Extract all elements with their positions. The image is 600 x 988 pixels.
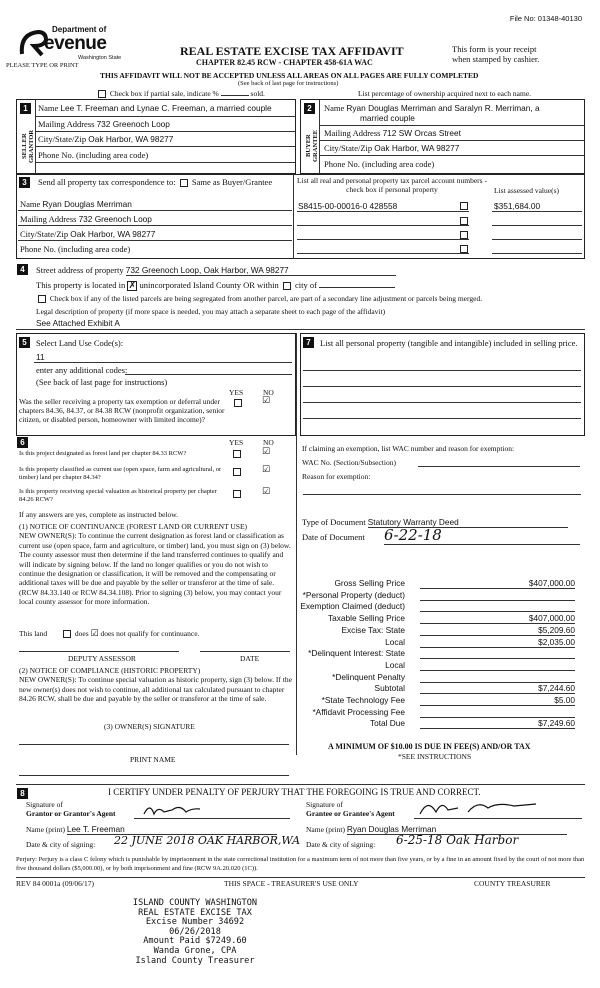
- reason-label: Reason for exemption:: [302, 472, 371, 481]
- sec6-no-label: NO: [263, 438, 274, 447]
- revenue-logo: [18, 22, 128, 64]
- sec6-q2: Is this property classified as current use (open space, farm and agricultural, or timber) land per chapter 84.34?: [19, 466, 222, 481]
- corr-city[interactable]: Oak Harbor, WA 98277: [70, 229, 156, 239]
- sec6-yes-label: YES: [229, 438, 244, 447]
- located-label: This property is located in: [36, 280, 126, 290]
- parcel-personal-checkbox-1[interactable]: [460, 202, 468, 210]
- grantee-sig-label-b: Grantee or Grantee's Agent: [306, 809, 395, 818]
- sec6-q3: Is this property receiving special valuation as historical property per chapter 84.26 RCW?: [19, 488, 217, 503]
- parcel-number[interactable]: S8415-00-00016-0 428558: [298, 201, 398, 211]
- fee-label: *Personal Property (deduct): [302, 589, 405, 600]
- buyer-name-row: [324, 103, 582, 123]
- stamp-line: 06/26/2018: [169, 926, 221, 937]
- located-row: [36, 280, 395, 291]
- corr-name[interactable]: Ryan Douglas Merriman: [42, 199, 132, 209]
- stamp-line: Amount Paid $7249.60: [143, 936, 247, 947]
- sec5-no-label: NO: [263, 388, 274, 397]
- file-number: File No: 01348-40130: [509, 14, 582, 23]
- logo-dept: Department of: [52, 25, 107, 34]
- fee-label: Subtotal: [374, 683, 405, 694]
- treasurer-space: THIS SPACE - TREASURER'S USE ONLY: [224, 879, 359, 888]
- stamp-line: Wanda Grone, CPA: [153, 946, 237, 956]
- grantor-name-label: Name (print): [26, 825, 65, 834]
- grantee-name-label: Name (print): [306, 825, 345, 834]
- fee-value[interactable]: $5,209.60: [420, 625, 575, 636]
- logo-state: Washington State: [78, 55, 122, 61]
- print-name-label: PRINT NAME: [130, 755, 176, 764]
- does-not-checkbox[interactable]: ☑: [90, 629, 99, 639]
- fee-label: Excise Tax: State: [341, 624, 405, 635]
- seller-name-row: [38, 103, 294, 113]
- same-as-buyer-checkbox[interactable]: [180, 179, 188, 187]
- fee-value[interactable]: [420, 660, 575, 671]
- stamp-line: ISLAND COUNTY WASHINGTON: [132, 898, 258, 908]
- section-8-number: 8: [17, 788, 28, 799]
- sec6-q3-yes[interactable]: [233, 490, 241, 498]
- seller-phone-label: Phone No. (including area code): [38, 150, 149, 160]
- same-as-buyer-label: Same as Buyer/Grantee: [191, 177, 273, 187]
- grantee-signature-icon: [418, 796, 538, 818]
- fee-label: Local: [385, 636, 405, 647]
- buyer-address-label: Mailing Address: [324, 128, 381, 138]
- fee-value[interactable]: [420, 601, 575, 612]
- assessed-header: List assessed value(s): [494, 186, 559, 195]
- fee-label: *Delinquent Penalty: [332, 671, 405, 682]
- correspondence-row: [38, 177, 272, 187]
- section-6-number: 6: [17, 437, 28, 448]
- section-5-number: 5: [19, 337, 30, 348]
- corr-city-label: City/State/Zip: [20, 229, 69, 239]
- personal-property-label: List all personal property (tangible and intangible) included in selling price.: [320, 338, 578, 348]
- buyer-vertical-label: BUYER GRANTEE: [305, 129, 319, 163]
- additional-codes-label: enter any additional codes:: [36, 365, 128, 375]
- sec6-q1-no[interactable]: ☑: [262, 447, 271, 457]
- fee-value[interactable]: $5.00: [420, 695, 575, 706]
- grantee-sig-label-a: Signature of: [306, 800, 343, 809]
- assessed-value[interactable]: $351,684.00: [494, 201, 541, 211]
- segregated-row: [36, 294, 482, 303]
- buyer-city-label: City/State/Zip: [324, 143, 373, 153]
- fee-value[interactable]: $7,249.60: [420, 718, 575, 729]
- section-2-number: 2: [304, 103, 315, 114]
- buyer-city[interactable]: Oak Harbor, WA 98277: [374, 143, 460, 153]
- street-row: [36, 265, 396, 276]
- land-use-see-back: (See back of last page for instructions): [36, 377, 168, 387]
- buyer-name-2[interactable]: married couple: [360, 113, 415, 123]
- grantor-date-label: Date & city of signing:: [26, 840, 96, 849]
- sec5-yes-checkbox[interactable]: [234, 399, 242, 407]
- land-use-code[interactable]: 11: [36, 352, 45, 362]
- buyer-phone-label: Phone No. (including area code): [324, 159, 435, 169]
- parcel-personal-checkbox-2[interactable]: [460, 217, 468, 225]
- sec6-q1: Is this project designated as forest land per chapter 84.33 RCW?: [19, 450, 187, 457]
- fee-value[interactable]: [420, 590, 575, 601]
- see-back-line: (See back of last page for instructions): [238, 80, 339, 87]
- warning-line: THIS AFFIDAVIT WILL NOT BE ACCEPTED UNLESS ALL AREAS ON ALL PAGES ARE FULLY COMPLETED: [100, 71, 479, 80]
- seller-city[interactable]: Oak Harbor, WA 98277: [88, 134, 174, 144]
- wac-label: WAC No. (Section/Subsection): [302, 458, 396, 467]
- doc-type[interactable]: Statutory Warranty Deed: [368, 517, 568, 528]
- grantee-date-label: Date & city of signing:: [306, 840, 376, 849]
- county-treasurer: COUNTY TREASURER: [474, 879, 551, 888]
- street-label: Street address of property: [36, 265, 124, 275]
- exemption-label: If claiming an exemption, list WAC number and reason for exemption:: [302, 444, 515, 453]
- notice-compliance: (2) NOTICE OF COMPLIANCE (HISTORIC PROPERTY) NEW OWNER(S): To continue special valuation as historic property, sign (3) below. If the new owner(s) does not wish to continue, all additional tax calculated pursuant to chapter 84.26 RCW, shall be due and payable by the seller or transferor at the time of sale.: [19, 666, 292, 704]
- certify-line: I CERTIFY UNDER PENALTY OF PERJURY THAT THE FOREGOING IS TRUE AND CORRECT.: [108, 787, 481, 797]
- fee-value[interactable]: $7,244.60: [420, 683, 575, 694]
- does-not-label: does not: [100, 629, 126, 638]
- doc-date[interactable]: 6-22-18: [384, 526, 580, 545]
- grantor-signature-icon: [142, 800, 202, 820]
- land-use-select: Select Land Use Code(s):: [36, 338, 124, 348]
- city-of-label: city of: [295, 280, 317, 290]
- fee-label: Exemption Claimed (deduct): [300, 601, 405, 612]
- continuance-row: [19, 629, 199, 639]
- partial-sale-pre: Check box if partial sale, indicate %: [109, 89, 219, 98]
- partial-sale-checkbox[interactable]: [98, 90, 106, 98]
- fee-label: Taxable Selling Price: [327, 613, 405, 624]
- buyer-city-row: [324, 143, 459, 153]
- seller-city-row: [38, 134, 173, 144]
- sec6-q2-no[interactable]: ☑: [262, 465, 271, 475]
- unincorporated-checkbox[interactable]: ✗: [128, 281, 137, 291]
- sec6-ifany: If any answers are yes, complete as instructed below.: [19, 510, 179, 519]
- fee-label: *Delinquent Interest: State: [308, 648, 405, 659]
- corr-name-label: Name: [20, 199, 41, 209]
- sec5-question: Was the seller receiving a property tax exemption or deferral under chapters 84.36, 84.37, or 84.38 RCW (nonprofit organization, senior citizen, or disabled person, homeowner with limited income)?: [19, 397, 225, 424]
- this-land-label: This land: [19, 629, 48, 638]
- please-print: PLEASE TYPE OR PRINT: [6, 62, 79, 69]
- segregated-label: Check box if any of the listed parcels are being segregated from another parcel, are part of a secondary line adjustment or parcels being merged.: [49, 294, 483, 303]
- corr-name-row: [20, 199, 132, 209]
- parcel-personal-checkbox-4[interactable]: [460, 245, 468, 253]
- list-percentage: List percentage of ownership acquired next to each name.: [358, 89, 532, 98]
- seller-name-label: Name: [38, 103, 59, 113]
- stamp-line: Island County Treasurer: [135, 955, 255, 966]
- buyer-name-label: Name: [324, 103, 345, 113]
- sec6-q1-yes[interactable]: [233, 450, 241, 458]
- section-4-number: 4: [17, 264, 28, 275]
- doc-type-label: Type of Document: [302, 517, 366, 527]
- partial-sale-post: sold.: [250, 89, 265, 98]
- seller-address-row: [38, 119, 170, 129]
- doc-date-label: Date of Document: [302, 532, 365, 542]
- does-label: does: [74, 629, 89, 638]
- stamp-line: REAL ESTATE EXCISE TAX: [138, 907, 252, 918]
- seller-address-label: Mailing Address: [38, 119, 95, 129]
- sec5-yes-label: YES: [229, 388, 244, 397]
- corr-city-row: [20, 229, 155, 239]
- seller-address[interactable]: 732 Greenoch Loop: [96, 119, 170, 129]
- fee-label: Gross Selling Price: [334, 578, 405, 588]
- qualify-label: qualify for continuance.: [127, 629, 200, 638]
- form-title: REAL ESTATE EXCISE TAX AFFIDAVIT: [180, 44, 404, 58]
- form-chapter: CHAPTER 82.45 RCW - CHAPTER 458-61A WAC: [196, 58, 373, 67]
- fee-value[interactable]: [420, 707, 575, 718]
- deputy-assessor-label: DEPUTY ASSESSOR: [68, 654, 136, 663]
- parcel-personal-checkbox-3[interactable]: [460, 231, 468, 239]
- seller-vertical-label: SELLER GRANTOR: [21, 129, 35, 163]
- section-7-box: [300, 333, 585, 436]
- correspondence-label: Send all property tax correspondence to:: [38, 177, 176, 187]
- does-checkbox[interactable]: [63, 630, 71, 638]
- section-7-number: 7: [303, 337, 314, 348]
- buyer-address-row: [324, 128, 461, 138]
- fee-label: *Affidavit Processing Fee: [312, 706, 405, 717]
- logo-word: evenue: [44, 33, 107, 54]
- fee-value[interactable]: [420, 648, 575, 659]
- fee-label: Local: [385, 659, 405, 670]
- fee-label: Total Due: [369, 718, 405, 729]
- grantor-name[interactable]: Lee T. Freeman: [67, 824, 277, 835]
- fee-value[interactable]: [420, 672, 575, 683]
- unincorporated-label: unincorporated Island County OR within: [139, 280, 279, 290]
- grantor-sig-label-a: Signature of: [26, 800, 63, 809]
- minimum-due: A MINIMUM OF $10.00 IS DUE IN FEE(S) AND/OR TAX: [328, 742, 531, 751]
- segregated-checkbox[interactable]: [38, 295, 46, 303]
- buyer-name-1[interactable]: Ryan Douglas Merriman and Saralyn R. Merriman, a: [346, 103, 540, 113]
- buyer-address[interactable]: 712 SW Orcas Street: [382, 128, 461, 138]
- sec5-no-checkbox[interactable]: ☑: [262, 396, 271, 406]
- section-1-number: 1: [20, 103, 31, 114]
- corr-address[interactable]: 732 Greenoch Loop: [78, 214, 152, 224]
- notice-continuance: (1) NOTICE OF CONTINUANCE (FOREST LAND OR CURRENT USE) NEW OWNER(S): To continue the current designation as forest land or classification as current use (open space, farm and agriculture, or timber) land, you must sign on (3) below. The county assessor must then determine if the land transferred continues to qualify and will indicate by signing below. If the land no longer qualifies or you do not wish to continue the designation or classification, it will be removed and the compensating or additional taxes will be due and payable by the seller or transferor at the time of sale. (RCW 84.33.140 or RCW 84.34.108). Prior to signing (3) below, you may contact your local county assessor for more information.: [19, 522, 291, 607]
- corr-address-row: [20, 214, 152, 224]
- city-checkbox[interactable]: [283, 282, 291, 290]
- sec6-q2-yes[interactable]: [233, 468, 241, 476]
- seller-name[interactable]: Lee T. Freeman and Lynae C. Freeman, a married couple: [60, 103, 272, 113]
- corr-address-label: Mailing Address: [20, 214, 77, 224]
- corr-phone-label: Phone No. (including area code): [20, 244, 131, 254]
- street-address[interactable]: 732 Greenoch Loop, Oak Harbor, WA 98277: [126, 265, 396, 276]
- fee-label: *State Technology Fee: [321, 695, 405, 705]
- receipt-note: This form is your receipt when stamped by cashier.: [452, 44, 540, 64]
- sec6-q3-no[interactable]: ☑: [262, 487, 271, 497]
- see-instructions: *SEE INSTRUCTIONS: [398, 752, 472, 761]
- legal-description-label: Legal description of property (if more space is needed, you may attach a separate sheet to each page of the affidavit): [36, 307, 386, 316]
- owner-signature-label: (3) OWNER(S) SIGNATURE: [104, 722, 195, 731]
- partial-sale: [96, 89, 265, 98]
- grantor-date-city[interactable]: 22 JUNE 2018 OAK HARBOR,WA: [114, 834, 301, 847]
- fee-value[interactable]: $2,035.00: [420, 637, 575, 648]
- fee-value[interactable]: $407,000.00: [420, 578, 575, 589]
- stamp-line: Excise Number 34692: [145, 917, 245, 928]
- parcel-header: List all real and personal property tax parcel account numbers - check box if personal property: [297, 176, 487, 194]
- fee-value[interactable]: $407,000.00: [420, 613, 575, 624]
- form-revision: REV 84 0001a (09/06/17): [16, 879, 94, 888]
- grantor-sig-label-b: Grantor or Grantor's Agent: [26, 809, 116, 818]
- section-3-number: 3: [19, 177, 30, 188]
- seller-city-label: City/State/Zip: [38, 134, 87, 144]
- legal-description[interactable]: See Attached Exhibit A: [36, 318, 120, 328]
- assessor-date-label: DATE: [240, 654, 260, 663]
- grantee-date-city[interactable]: 6-25-18 Oak Harbor: [396, 833, 519, 847]
- grantee-name[interactable]: Ryan Douglas Merriman: [347, 824, 567, 835]
- perjury-note: Perjury: Perjury is a class C felony which is punishable by imprisonment in the state correctional institution for a maximum term of not more than five years, or by a fine in an amount fixed by the court of not more than five thousand dollars ($5,000.00), or by both imprisonment and fine (RCW 9A.20.020 (1C)).: [16, 856, 585, 872]
